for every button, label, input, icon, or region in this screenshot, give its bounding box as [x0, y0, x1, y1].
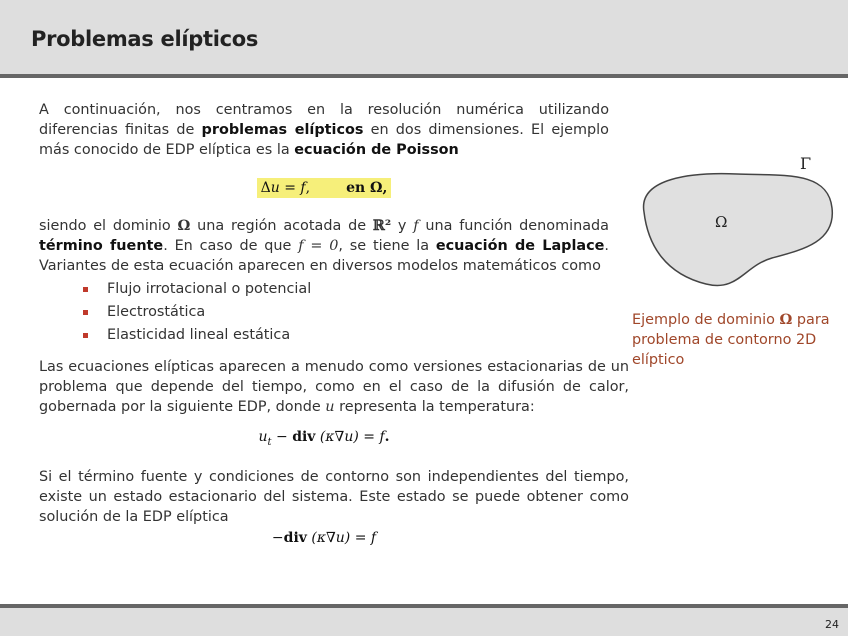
caption-omega: Ω	[779, 311, 793, 328]
applications-list	[39, 278, 609, 347]
domain-text-3: y	[391, 218, 414, 234]
stationary-eq-inner: (κ∇u) =	[306, 529, 371, 546]
heat-eq-minus: −	[271, 429, 293, 445]
heat-eq-inner: (κ∇u) =	[315, 429, 380, 445]
list-item-label: Electrostática	[107, 304, 206, 320]
bullet-icon	[83, 333, 88, 338]
poisson-equation-highlight	[257, 178, 392, 198]
domain-text-1: siendo el dominio	[39, 218, 178, 234]
heat-paragraph	[39, 357, 629, 417]
list-item-label: Flujo irrotacional o potencial	[107, 281, 312, 297]
stationary-eq-f: f	[370, 529, 377, 546]
stationary-text: Si el término fuente y condiciones de contorno son independientes del tiempo, existe un estado estacionario del sistema. Este estado se puede obtener como solución de la EDP elíptica	[39, 468, 629, 525]
poisson-equals: =	[279, 180, 301, 196]
domain-figure	[632, 150, 842, 300]
slide-footer	[0, 604, 848, 636]
slide-content	[39, 100, 629, 548]
stationary-eq-minus: −	[271, 529, 284, 546]
heat-eq-div: div	[292, 429, 316, 445]
stationary-paragraph	[39, 467, 629, 527]
bullet-icon	[83, 287, 88, 292]
heat-equation	[39, 427, 609, 453]
domain-bold-source: término fuente	[39, 238, 164, 254]
heat-text-2: representa la temperatura:	[334, 399, 535, 415]
bullet-icon	[83, 310, 88, 315]
poisson-comma: ,	[305, 180, 311, 196]
slide-header	[0, 0, 848, 78]
caption-text-1: Ejemplo de dominio	[632, 312, 780, 328]
domain-text-5: . En caso de que	[163, 238, 299, 254]
poisson-f: f	[300, 180, 306, 196]
page-number: 24	[825, 618, 839, 631]
stationary-equation	[39, 528, 609, 548]
domain-omega: Ω	[177, 217, 191, 234]
domain-text-7: . Variantes de esta ecuación aparecen en diversos modelos matemáticos como	[39, 238, 609, 274]
domain-bold-laplace: ecuación de Laplace	[435, 238, 605, 254]
heat-eq-end: .	[384, 429, 390, 445]
heat-eq-u: u	[258, 429, 268, 445]
domain-label: Ω	[715, 213, 728, 231]
domain-shape	[644, 174, 833, 286]
slide-title: Problemas elípticos	[31, 27, 259, 51]
heat-eq-f: f	[379, 429, 385, 445]
heat-eq-sub: t	[267, 436, 272, 448]
caption-text-2: para problema de contorno 2D elíptico	[632, 312, 830, 368]
intro-bold-poisson: ecuación de Poisson	[294, 142, 459, 158]
heat-text-1: Las ecuaciones elípticas aparecen a menudo como versiones estacionarias de un problema que depende del tiempo, como en el caso de la difusión de calor, gobernada por la siguiente EDP, donde	[39, 359, 629, 415]
poisson-equation	[39, 178, 609, 198]
list-item	[83, 301, 609, 324]
domain-f: f	[413, 218, 419, 234]
domain-condition: f = 0	[298, 238, 339, 254]
domain-r2: ℝ²	[372, 217, 392, 234]
intro-text-1: A continuación, nos centramos en la resolución numérica utilizando diferencias finitas de	[39, 102, 609, 138]
poisson-laplacian: Δ	[260, 180, 271, 196]
domain-text-4: una función denominada	[418, 218, 609, 234]
poisson-domain: en Ω,	[346, 180, 388, 196]
domain-paragraph	[39, 216, 609, 276]
intro-paragraph	[39, 100, 609, 160]
intro-text-2: en dos dimensiones. El ejemplo más conocido de EDP elíptica es la	[39, 122, 609, 158]
intro-bold-elliptic: problemas elípticos	[201, 122, 364, 138]
list-item-label: Elasticidad lineal estática	[107, 327, 291, 343]
list-item	[83, 278, 609, 301]
list-item	[83, 324, 609, 347]
heat-u: u	[325, 399, 335, 415]
poisson-u: u	[270, 180, 280, 196]
figure-caption	[632, 310, 842, 370]
domain-text-2: una región acotada de	[190, 218, 373, 234]
stationary-eq-div: div	[283, 529, 307, 546]
boundary-label: Γ	[800, 154, 812, 173]
domain-text-6: , se tiene la	[338, 238, 436, 254]
